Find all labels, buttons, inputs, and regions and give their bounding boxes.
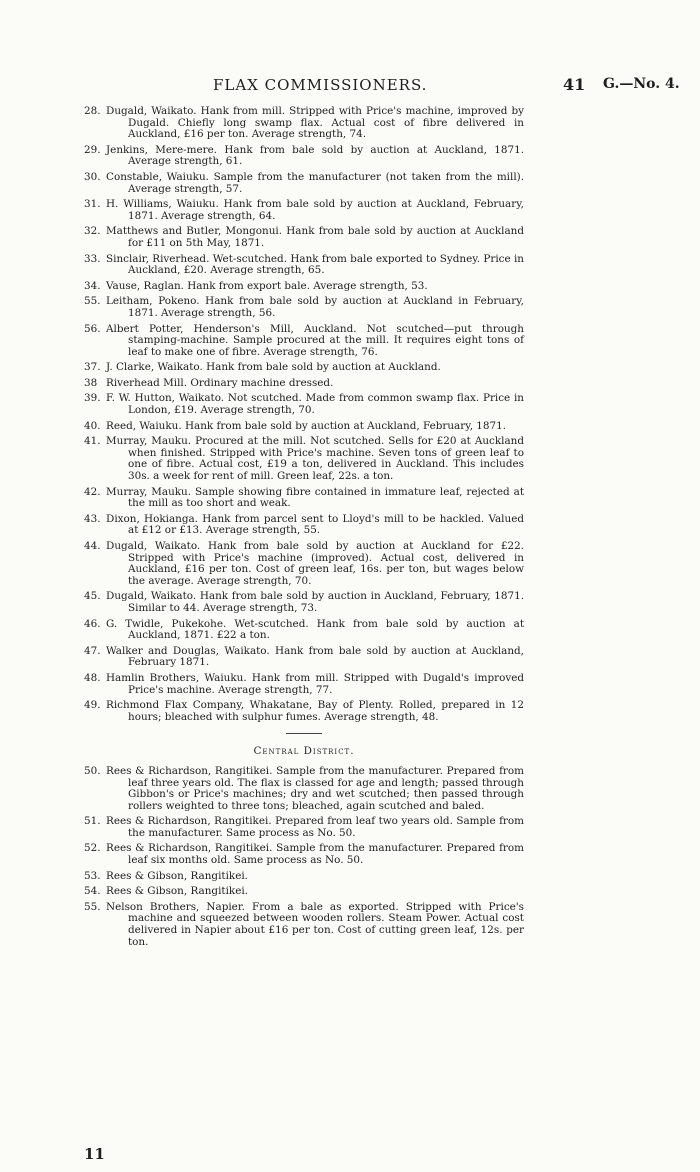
list-item [84, 436, 524, 482]
entry-number: 56. [84, 322, 101, 335]
list-item [84, 487, 524, 510]
entry-number: 55. [84, 900, 101, 913]
entry-text: Riverhead Mill. Ordinary machine dressed. [106, 376, 334, 389]
list-item [84, 871, 524, 883]
entry-text: Reed, Waiuku. Hank from bale sold by auction at Auckland, February, 1871. [106, 419, 507, 432]
entry-number: 46. [84, 617, 101, 630]
entry-text: Dixon, Hokianga. Hank from parcel sent to Lloyd's mill to be hackled. Valued at £12 or £13. Average strength, 55. [106, 512, 524, 537]
entry-text: Rees & Gibson, Rangitikei. [106, 885, 248, 898]
entry-number: 29. [84, 143, 101, 156]
document-reference: G.—No. 4. [603, 76, 680, 92]
list-item [84, 145, 524, 168]
section-heading: Central District. [253, 745, 355, 758]
list-item [84, 421, 524, 433]
page-number: 41 [563, 75, 586, 94]
entry-text: Rees & Richardson, Rangitikei. Sample from the manufacturer. Prepared from leaf six months old. Same process as No. 50. [106, 842, 524, 867]
entry-text: F. W. Hutton, Waikato. Not scutched. Made from common swamp flax. Price in London, £19. Average strength, 70. [106, 392, 524, 417]
page-header [0, 76, 700, 98]
list-item [84, 816, 524, 839]
central-entries [84, 766, 524, 948]
entry-text: Murray, Mauku. Sample showing fibre contained in immature leaf, rejected at the mill as too short and weak. [106, 485, 524, 510]
entry-text: Sinclair, Riverhead. Wet-scutched. Hank from bale exported to Sydney. Price in Auckland, £20. Average strength, 65. [106, 252, 524, 277]
entry-text: Walker and Douglas, Waikato. Hank from bale sold by auction at Auckland, February 1871. [106, 644, 524, 669]
list-item [84, 591, 524, 614]
list-item [84, 766, 524, 812]
entry-number: 50. [84, 764, 101, 777]
list-item [84, 172, 524, 195]
list-item [84, 619, 524, 642]
entry-number: 31. [84, 198, 101, 211]
entry-text: Dugald, Waikato. Hank from bale sold by auction at Auckland for £22. Stripped with Price's machine (improved). Actual cost, delivered in Auckland, £16 per ton. Cost of green leaf, 16s. per ton, but wages below the average. Average strength, 70. [106, 540, 524, 587]
section-divider [286, 733, 322, 734]
entry-text: J. Clarke, Waikato. Hank from bale sold by auction at Auckland. [106, 361, 441, 374]
entry-number: 28. [84, 105, 101, 117]
list-item [84, 843, 524, 866]
entry-number: 53. [84, 869, 101, 882]
list-item [84, 199, 524, 222]
entry-text: Rees & Gibson, Rangitikei. [106, 869, 248, 882]
list-item [84, 902, 524, 948]
list-item [84, 362, 524, 374]
list-item [84, 886, 524, 898]
entry-text: Matthews and Butler, Mongonui. Hank from bale sold by auction at Auckland for £11 on 5th May, 1871. [106, 225, 524, 249]
entry-text: Dugald, Waikato. Hank from bale sold by auction in Auckland, February, 1871. Similar to 44. Average strength, 73. [106, 590, 524, 614]
entry-number: 37. [84, 361, 101, 374]
entry-text: Hamlin Brothers, Waiuku. Hank from mill. Stripped with Dugald's improved Price's machine. Average strength, 77. [106, 671, 524, 696]
entry-text: Nelson Brothers, Napier. From a bale as exported. Stripped with Price's machine and squeezed between wooden rollers. Steam Power. Actual cost delivered in Napier about £16 per ton. Cost of cutting green leaf, 12s. per ton. [106, 900, 524, 948]
entry-number: 52. [84, 842, 101, 855]
entry-number: 34. [84, 279, 101, 292]
entry-text: Murray, Mauku. Procured at the mill. Not scutched. Sells for £20 at Auckland when finished. Stripped with Price's machine. Seven tons of green leaf to one of fibre. Actual cost, £19 a ton, delivered in Auckland. This includes 30s. a week for rent of mill. Green leaf, 22s. a ton. [106, 435, 524, 483]
entry-text: Richmond Flax Company, Whakatane, Bay of Plenty. Rolled, prepared in 12 hours; bleached with sulphur fumes. Average strength, 48. [106, 699, 524, 723]
list-item [84, 646, 524, 669]
entry-text: Rees & Richardson, Rangitikei. Prepared from leaf two years old. Sample from the manufacturer. Same process as No. 50. [106, 815, 524, 839]
entry-text: Rees & Richardson, Rangitikei. Sample from the manufacturer. Prepared from leaf three years old. The flax is classed for age and length; passed through Gibbon's or Price's machines; dry and wet scutched; then passed through rollers weighted to three tons; bleached, again scutched and baled. [106, 764, 524, 812]
entry-number: 44. [84, 540, 101, 552]
list-item [84, 296, 524, 319]
running-title: FLAX COMMISSIONERS. [213, 76, 428, 94]
list-item [84, 281, 524, 293]
list-item [84, 673, 524, 696]
list-item [84, 324, 524, 359]
entry-number: 48. [84, 671, 101, 684]
list-item [84, 106, 524, 141]
list-item [84, 393, 524, 416]
entry-number: 49. [84, 699, 101, 712]
entries-list [84, 106, 524, 952]
entry-text: Leitham, Pokeno. Hank from bale sold by auction at Auckland in February, 1871. Average strength, 56. [106, 295, 524, 319]
signature-mark: 11 [84, 1145, 105, 1163]
entry-number: 33. [84, 252, 101, 265]
entry-number: 42. [84, 485, 101, 498]
list-item [84, 514, 524, 537]
north-entries [84, 106, 524, 723]
entry-number: 38 [84, 376, 98, 389]
entry-number: 45. [84, 590, 101, 603]
entry-number: 47. [84, 644, 101, 657]
entry-text: Vause, Raglan. Hank from export bale. Average strength, 53. [106, 279, 428, 292]
list-item [84, 254, 524, 277]
entry-text: H. Williams, Waiuku. Hank from bale sold by auction at Auckland, February, 1871. Average strength, 64. [106, 198, 524, 222]
entry-text: Albert Potter, Henderson's Mill, Auckland. Not scutched—put through stamping-machine. Sample procured at the mill. It requires eight tons of leaf to make one of fibre. Average strength, 76. [106, 322, 524, 358]
list-item [84, 541, 524, 587]
entry-number: 54. [84, 885, 101, 898]
entry-text: Jenkins, Mere-mere. Hank from bale sold by auction at Auckland, 1871. Average strength, 61. [106, 143, 524, 168]
entry-number: 32. [84, 225, 101, 238]
list-item [84, 226, 524, 249]
entry-text: Constable, Waiuku. Sample from the manufacturer (not taken from the mill). Average strength, 57. [106, 170, 524, 195]
entry-number: 30. [84, 170, 101, 183]
entry-number: 51. [84, 815, 101, 828]
list-item [84, 378, 524, 390]
list-item [84, 700, 524, 723]
entry-number: 39. [84, 392, 101, 405]
entry-number: 41. [84, 435, 101, 448]
entry-number: 43. [84, 512, 101, 525]
entry-number: 55. [84, 295, 101, 308]
entry-text: Dugald, Waikato. Hank from mill. Stripped with Price's machine, improved by Dugald. Chiefly long swamp flax. Actual cost of fibre delivered in Auckland, £16 per ton. Average strength, 74. [106, 105, 524, 141]
entry-text: G. Twidle, Pukekohe. Wet-scutched. Hank from bale sold by auction at Auckland, 1871. £22 a ton. [106, 617, 524, 642]
entry-number: 40. [84, 419, 101, 432]
